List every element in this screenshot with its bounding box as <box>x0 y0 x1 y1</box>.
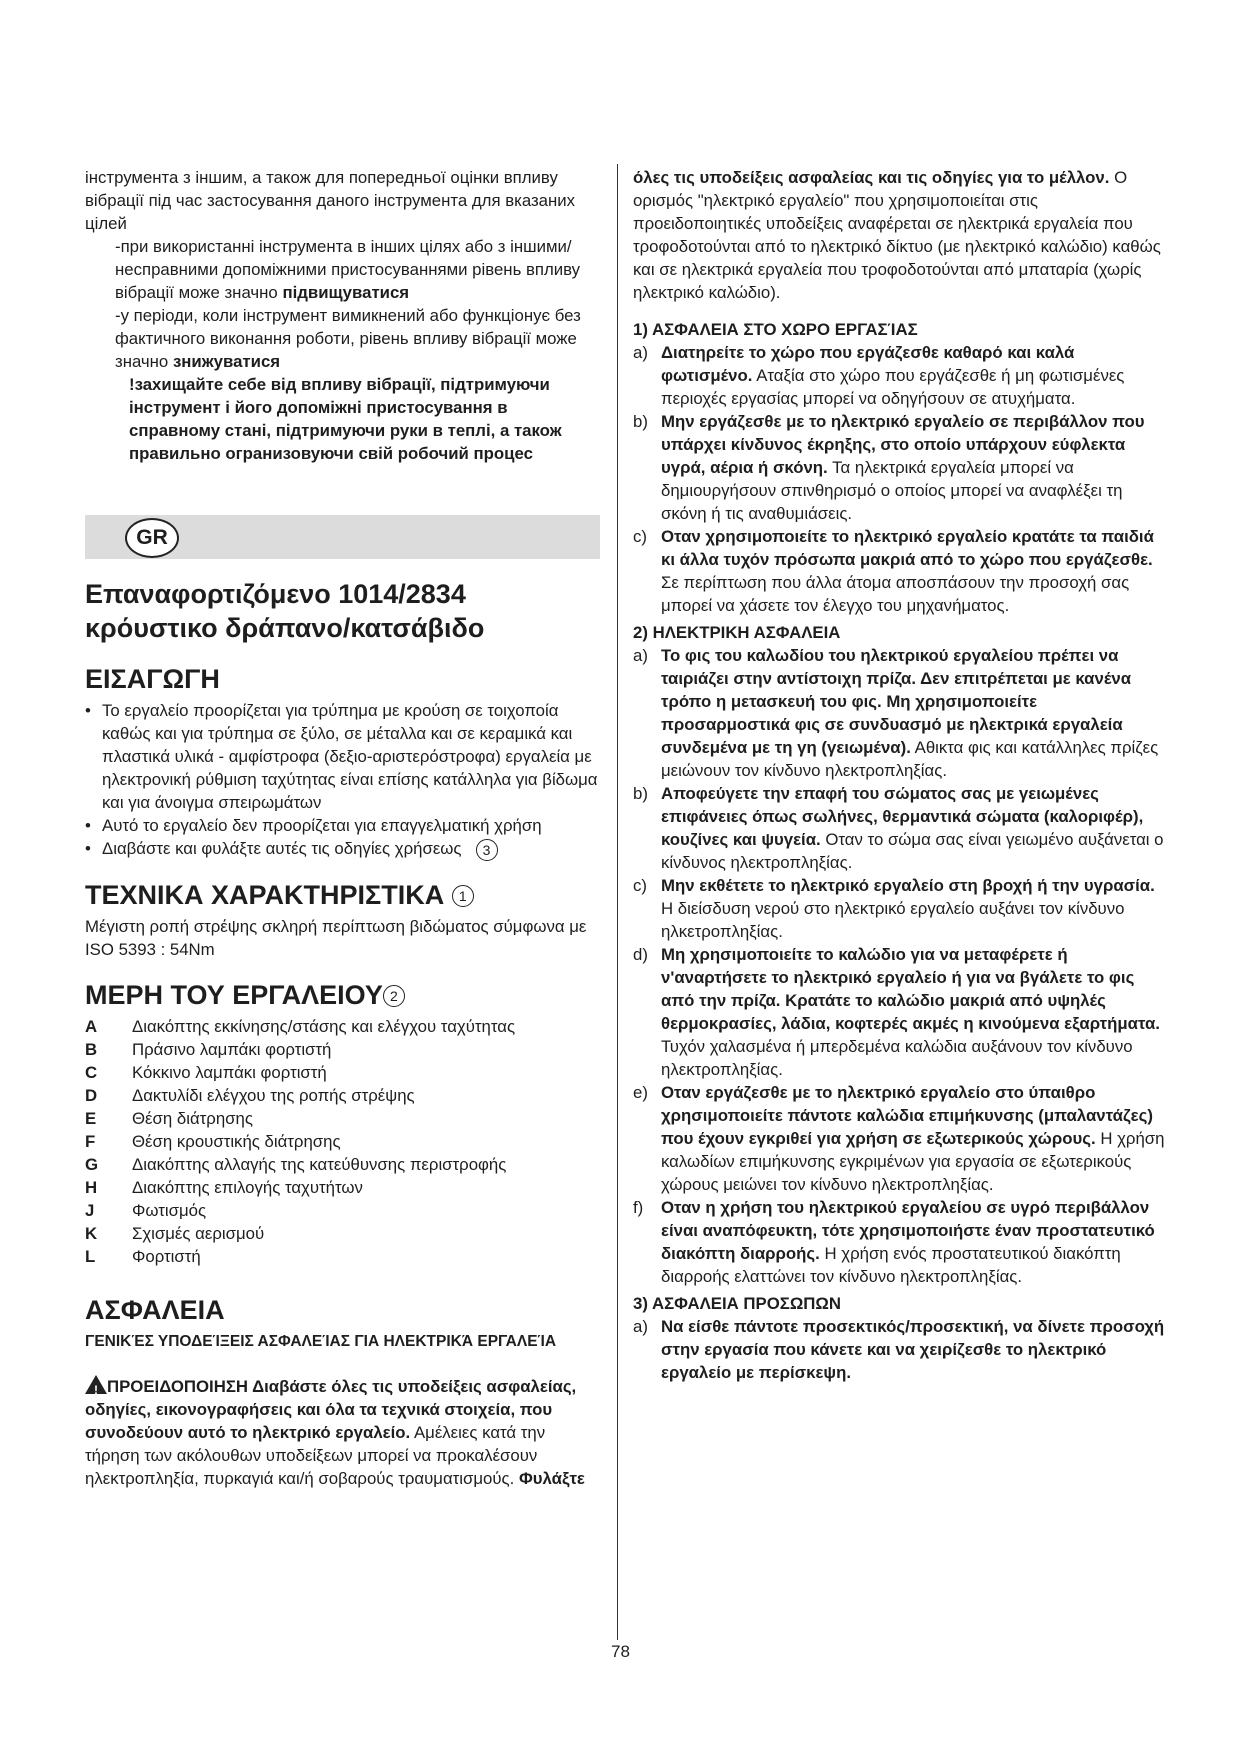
uk-point-2: -у періоди, коли інструмент вимикнений або функціонує без фактичного виконання роботи, рівень впливу вібрації може значно знижуватися <box>115 306 581 371</box>
figure-ref-3: 3 <box>476 839 498 861</box>
list-item: F Θέση κρουστικής διάτρησης <box>85 1131 341 1151</box>
uk-intro-text: інструмента з іншим, а також для попередньої оцінки впливу вібрації під час застосування даного інструмента для вказаних цілей <box>85 168 576 233</box>
section-1-heading: 1) ΑΣΦΑΛΕΙΑ ΣΤΟ ΧΩΡΟ ΕΡΓΑΣΊΑΣ <box>633 320 918 339</box>
section-3-heading: 3) ΑΣΦΑΛΕΙΑ ΠΡΟΣΩΠΩΝ <box>633 1294 842 1313</box>
intro-bullets <box>85 699 600 861</box>
column-divider <box>617 164 618 1640</box>
parts-heading: ΜΕΡΗ ΤΟΥ ΕΡΓΑΛΕΙΟΥ 2 <box>85 979 600 1011</box>
list-item: A Διακόπτης εκκίνησης/στάσης και ελέγχου ταχύτητας <box>85 1016 516 1036</box>
intro-bullet: • Το εργαλείο προορίζεται για τρύπημα με κρούση σε τοιχοποία καθώς και για τρύπημα σε ξύλο, σε μέταλλα και σε κεραμικά και πλαστικά υλικά - αμφίστροφα (δεξιο-αριστερόστροφα) εργαλεία με ηλεκτρονική ρύθμιση ταχύτητας είναι επίσης κατάλληλα για βίδωμα και για άνοιγμα σπειρωμάτων <box>85 699 600 814</box>
section-2-heading: 2) ΗΛΕΚΤΡΙΚΗ ΑΣΦΑΛΕΙΑ <box>633 623 841 642</box>
list-item: c) Μην εκθέτετε το ηλεκτρικό εργαλείο στη βροχή ή την υγρασία. Η διείσδυση νερού στο ηλεκτρικό εργαλείο αυξάνει τον κίνδυνο ηλκετροπληξίας. <box>633 876 1155 941</box>
uk-point-1: -при використанні інструмента в інших цілях або з іншими/несправними допоміжними пристосуваннями рівень впливу вібрації може значно підвищуватися <box>115 237 581 302</box>
list-item: E Θέση διάτρησης <box>85 1108 253 1128</box>
list-item: e) Οταν εργάζεσθε με το ηλεκτρικό εργαλείο στο ύπαιθρο χρησιμοποιείτε πάντοτε καλώδια επιμήκυνσης (μπαλαντάζες) που έχουν εγκριθεί για χρήση σε εξωτερικούς χώρους. Η χρήση καλωδίων επιμήκυνσης εγκριμένων για εργασία σε εξωτερικούς χώρους μειώνει τον κίνδυνο ηλεκτροπληξίας. <box>633 1083 1165 1194</box>
list-item: c) Οταν χρησιμοποιείτε το ηλεκτρικό εργαλείο κρατάτε τα παιδιά κι άλλα τυχόν πρόσωπα μακριά από το χώρο που εργάζεσθε. Σε περίπτωση που άλλα άτομα αποσπάσουν την προσοχή σας μπορεί να χάσετε τον έλεγχο του μηχανήματος. <box>633 527 1154 615</box>
list-item: C Κόκκινο λαμπάκι φορτιστή <box>85 1062 327 1082</box>
figure-ref-2: 2 <box>383 985 405 1007</box>
tech-heading: ΤΕΧΝΙΚΑ ΧΑΡΑΚΤΗΡΙΣΤΙΚΑ 1 <box>85 879 600 911</box>
figure-ref-1: 1 <box>452 885 474 907</box>
uk-warning: !захищайте себе від впливу вібрації, підтримуючи інструмент і його допоміжні пристосування в справному стані, підтримуючи руки в теплі, а також правильно огранизовуючи свій робочий процес <box>129 375 562 463</box>
list-item: b) Μην εργάζεσθε με το ηλεκτρικό εργαλείο σε περιβάλλον που υπάρχει κίνδυνος έκρηξης, στο οποίο υπάρχουν εύφλεκτα υγρά, αέρια ή σκόνη. Τα ηλεκτρικά εργαλεία μπορεί να δημιουργήσουν σπινθηρισμό ο οποίος μπορεί να αναφλέξει τη σκόνη ή τις αναθυμιάσεις. <box>633 412 1145 523</box>
safety-subheading: ΓΕΝΙΚΈΣ ΥΠΟΔΕΊΞΕΙΣ ΑΣΦΑΛΕΊΑΣ ΓΙΑ ΗΛΕΚΤΡΙΚΆ ΕΡΓΑΛΕΊΑ <box>85 1332 557 1350</box>
list-item: d) Μη χρησιμοποιείτε το καλώδιο για να μεταφέρετε ή ν'αναρτήσετε το ηλεκτρικό εργαλείο ή για να βγάλετε το φις από την πρίζα. Κρατάτε το καλώδιο μακριά από υψηλές θερμοκρασίες, λάδια, κοφτερές ακμές η κινούμενα εξαρτήματα. Τυχόν χαλασμένα ή μπερδεμένα καλώδια αυξάνουν τον κίνδυνο ηλεκτροπληξίας. <box>633 945 1160 1079</box>
language-badge: GR <box>125 518 179 558</box>
list-item: b) Αποφεύγετε την επαφή του σώματος σας με γειωμένες επιφάνειες όπως σωλήνες, θερμαντικά σώματα (καλοριφέρ), κουζίνες και ψυγεία. Οταν το σώμα σας είναι γειωμένο αυξάνεται ο κίνδυνος ηλεκτροπληξίας. <box>633 784 1164 872</box>
intro-heading: ΕΙΣΑΓΩΓΗ <box>85 664 220 694</box>
safety-heading: ΑΣΦΑΛΕΙΑ <box>85 1294 225 1325</box>
parts-list <box>85 1015 600 1268</box>
language-bar <box>85 515 600 559</box>
warning-icon <box>85 1375 107 1394</box>
list-item: D Δακτυλίδι ελέγχου της ροπής στρέψης <box>85 1085 415 1105</box>
tech-text: Μέγιστη ροπή στρέψης σκληρή περίπτωση βιδώματος σύμφωνα με ISO 5393 : 54Nm <box>85 916 587 959</box>
list-item: a) Το φις του καλωδίου του ηλεκτρικού εργαλείου πρέπει να ταιριάζει στην αντίστοιχη πρίζα. Δεν επιτρέπεται με κανένα τρόπο η μετασκευή του φις. Μη χρησιμοποιείτε προσαρμοστικά φις σε συνδυασμό με ηλεκτρικά εργαλεία συνδεμένα με τη γη (γειωμένα). Αθικτα φις και κατάλληλες πρίζες μειώνουν τον κίνδυνο ηλεκτροπληξίας. <box>633 646 1159 780</box>
continued-paragraph: όλες τις υποδείξεις ασφαλείας και τις οδηγίες για το μέλλον. Ο ορισμός "ηλεκτρικό εργαλείο" που χρησιμοποιείται στις προειδοποιητικές υποδείξεις αναφέρεται σε ηλεκτρικά εργαλεία που τροφοδοτούνται από το ηλεκτρικό δίκτυο (με ηλεκτρικό καλώδιο) καθώς και σε ηλεκτρικά εργαλεία που τροφοδοτούνται από μπαταρία (χωρίς ηλεκτρικό καλώδιο). <box>633 168 1161 302</box>
list-item: G Διακόπτης αλλαγής της κατεύθυνσης περιστροφής <box>85 1154 507 1174</box>
list-item: a) Διατηρείτε το χώρο που εργάζεσθε καθαρό και καλά φωτισμένο. Αταξία στο χώρο που εργάζεσθε ή μη φωτισμένες περιοχές εργασίας μπορεί να οδηγήσουν σε ατυχήματα. <box>633 343 1125 408</box>
page-number: 78 <box>611 1642 630 1661</box>
right-column <box>633 166 1168 1384</box>
warning-paragraph: !ΠΡΟΕΙΔΟΠΟΙΗΣΗ Διαβάστε όλες τις υποδείξεις ασφαλείας, οδηγίες, εικονογραφήσεις και όλα τα τεχνικά στοιχεία, που συνοδεύουν αυτό το ηλεκτρικό εργαλείο. Αμέλειες κατά την τήρηση των ακόλουθων υποδείξεων μπορεί να προκαλέσουν ηλεκτροπληξία, πυρκαγιά και/ή σοβαρούς τραυματισμούς. Φυλάξτε <box>85 1375 600 1490</box>
list-item: L Φορτιστή <box>85 1246 201 1266</box>
list-item: B Πράσινο λαμπάκι φορτιστή <box>85 1039 332 1059</box>
list-item: K Σχισμές αερισμού <box>85 1223 265 1243</box>
list-item: J Φωτισμός <box>85 1200 207 1220</box>
list-item: H Διακόπτης επιλογής ταχυτήτων <box>85 1177 363 1197</box>
intro-bullet: • Διαβάστε και φυλάξτε αυτές τις οδηγίες χρήσεως 3 <box>85 837 600 861</box>
left-column <box>85 166 600 1490</box>
document-title: Επαναφορτιζόμενο 1014/2834 κρόυστικο δράπανο/κατσάβιδο <box>85 579 485 643</box>
list-item: f) Οταν η χρήση του ηλεκτρικού εργαλείου σε υγρό περιβάλλον είναι αναπόφευκτη, τότε χρησιμοποιήστε έναν προστατευτικό διακόπτη διαρροής. Η χρήση ενός προστατευτικού διακόπτη διαρροής ελαττώνει τον κίνδυνο ηλεκτροπληξίας. <box>633 1198 1155 1286</box>
intro-bullet: • Αυτό το εργαλείο δεν προορίζεται για επαγγελματική χρήση <box>85 814 600 837</box>
list-item: a) Να είσθε πάντοτε προσεκτικός/προσεκτική, να δίνετε προσοχή στην εργασία που κάνετε και να χειρίζεσθε το ηλεκτρικό εργαλείο με περίσκεψη. <box>633 1317 1165 1382</box>
